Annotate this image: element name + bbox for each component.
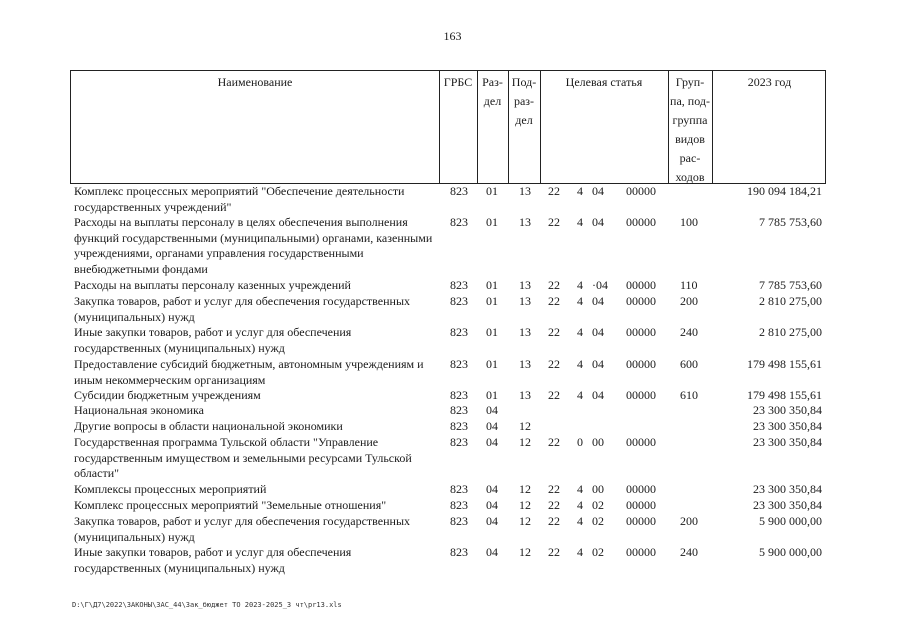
row-grbs: 823 bbox=[450, 403, 468, 417]
row-razdel: 01 bbox=[486, 184, 498, 198]
row-target-direction: 00000 bbox=[626, 325, 656, 339]
row-amount: 190 094 184,21 bbox=[747, 184, 822, 198]
row-target-type: 4 bbox=[577, 514, 583, 528]
row-target-sub: 00 bbox=[592, 435, 604, 449]
row-grbs: 823 bbox=[450, 388, 468, 402]
row-expense-type: 240 bbox=[680, 545, 698, 559]
row-target-direction: 00000 bbox=[626, 482, 656, 496]
row-target-program: 22 bbox=[548, 514, 560, 528]
row-razdel: 04 bbox=[486, 545, 498, 559]
row-target-program: 22 bbox=[548, 184, 560, 198]
row-amount: 23 300 350,84 bbox=[753, 482, 822, 496]
row-target-direction: 00000 bbox=[626, 184, 656, 198]
row-razdel: 01 bbox=[486, 388, 498, 402]
row-target-type: 4 bbox=[577, 278, 583, 292]
row-grbs: 823 bbox=[450, 278, 468, 292]
row-target-program: 22 bbox=[548, 294, 560, 308]
row-podrazdel: 12 bbox=[519, 435, 531, 449]
table-header bbox=[70, 70, 826, 184]
row-grbs: 823 bbox=[450, 498, 468, 512]
row-amount: 5 900 000,00 bbox=[759, 545, 822, 559]
row-podrazdel: 13 bbox=[519, 215, 531, 229]
row-target-type: 4 bbox=[577, 498, 583, 512]
row-razdel: 04 bbox=[486, 419, 498, 433]
row-target-sub: 00 bbox=[592, 482, 604, 496]
row-target-sub: 04 bbox=[592, 215, 604, 229]
row-amount: 179 498 155,61 bbox=[747, 388, 822, 402]
row-podrazdel: 12 bbox=[519, 545, 531, 559]
row-expense-type: 200 bbox=[680, 514, 698, 528]
row-expense-type: 100 bbox=[680, 215, 698, 229]
row-amount: 23 300 350,84 bbox=[753, 419, 822, 433]
row-podrazdel: 13 bbox=[519, 278, 531, 292]
row-name: Закупка товаров, работ и услуг для обеспечения государственных (муниципальных) нужд bbox=[74, 294, 411, 324]
row-expense-type: 110 bbox=[680, 278, 698, 292]
row-target-sub: ·04 bbox=[592, 278, 608, 292]
header-name: Наименование bbox=[217, 75, 293, 89]
row-target-program: 22 bbox=[548, 357, 560, 371]
row-podrazdel: 13 bbox=[519, 388, 531, 402]
row-target-direction: 00000 bbox=[626, 545, 656, 559]
row-expense-type: 610 bbox=[680, 388, 698, 402]
row-grbs: 823 bbox=[450, 215, 468, 229]
row-razdel: 01 bbox=[486, 278, 498, 292]
row-name: Комплексы процессных мероприятий bbox=[74, 482, 267, 496]
row-podrazdel: 13 bbox=[519, 357, 531, 371]
row-amount: 2 810 275,00 bbox=[759, 325, 822, 339]
row-target-direction: 00000 bbox=[626, 435, 656, 449]
row-target-direction: 00000 bbox=[626, 388, 656, 402]
row-razdel: 01 bbox=[486, 357, 498, 371]
row-target-direction: 00000 bbox=[626, 294, 656, 308]
row-target-sub: 02 bbox=[592, 545, 604, 559]
footer-file-path: D:\Г\Д7\2022\ЗАКОНЫ\ЗАС_44\Зак_бюджет ТО 2023-2025_3 чт\pr13.xls bbox=[72, 601, 342, 609]
row-target-type: 4 bbox=[577, 482, 583, 496]
row-amount: 2 810 275,00 bbox=[759, 294, 822, 308]
row-amount: 7 785 753,60 bbox=[759, 215, 822, 229]
row-podrazdel: 13 bbox=[519, 325, 531, 339]
row-target-sub: 04 bbox=[592, 357, 604, 371]
row-expense-type: 240 bbox=[680, 325, 698, 339]
header-podrazdel: Под- раз- дел bbox=[511, 75, 537, 127]
row-grbs: 823 bbox=[450, 357, 468, 371]
row-target-type: 4 bbox=[577, 215, 583, 229]
row-target-type: 4 bbox=[577, 357, 583, 371]
row-name: Иные закупки товаров, работ и услуг для обеспечения государственных (муниципальных) нужд bbox=[74, 545, 352, 575]
row-amount: 23 300 350,84 bbox=[753, 435, 822, 449]
row-amount: 179 498 155,61 bbox=[747, 357, 822, 371]
page-number: 163 bbox=[443, 29, 462, 43]
header-razdel: Раз- дел bbox=[482, 75, 503, 108]
row-razdel: 01 bbox=[486, 294, 498, 308]
header-expense-group: Груп- па, под- группа видов рас- ходов bbox=[670, 75, 710, 184]
header-year: 2023 год bbox=[747, 75, 792, 89]
row-grbs: 823 bbox=[450, 482, 468, 496]
row-podrazdel: 13 bbox=[519, 294, 531, 308]
row-grbs: 823 bbox=[450, 435, 468, 449]
row-grbs: 823 bbox=[450, 514, 468, 528]
row-target-sub: 02 bbox=[592, 514, 604, 528]
row-razdel: 04 bbox=[486, 498, 498, 512]
row-target-sub: 04 bbox=[592, 325, 604, 339]
row-name: Национальная экономика bbox=[74, 403, 204, 417]
row-grbs: 823 bbox=[450, 325, 468, 339]
row-target-program: 22 bbox=[548, 388, 560, 402]
row-razdel: 01 bbox=[486, 215, 498, 229]
row-podrazdel: 12 bbox=[519, 419, 531, 433]
row-target-program: 22 bbox=[548, 545, 560, 559]
row-name: Государственная программа Тульской области "Управление государственным имуществом и земельными ресурсами Тульской области" bbox=[74, 435, 412, 480]
row-target-direction: 00000 bbox=[626, 357, 656, 371]
row-target-type: 4 bbox=[577, 184, 583, 198]
row-name: Другие вопросы в области национальной экономики bbox=[74, 419, 343, 433]
row-podrazdel: 12 bbox=[519, 482, 531, 496]
row-name: Закупка товаров, работ и услуг для обеспечения государственных (муниципальных) нужд bbox=[74, 514, 411, 544]
row-grbs: 823 bbox=[450, 545, 468, 559]
row-target-program: 22 bbox=[548, 498, 560, 512]
row-target-program: 22 bbox=[548, 435, 560, 449]
header-grbs: ГРБС bbox=[443, 75, 473, 89]
row-razdel: 01 bbox=[486, 325, 498, 339]
row-podrazdel: 12 bbox=[519, 498, 531, 512]
row-name: Субсидии бюджетным учреждениям bbox=[74, 388, 261, 402]
row-target-sub: 02 bbox=[592, 498, 604, 512]
row-amount: 23 300 350,84 bbox=[753, 498, 822, 512]
row-amount: 7 785 753,60 bbox=[759, 278, 822, 292]
row-target-direction: 00000 bbox=[626, 498, 656, 512]
row-target-direction: 00000 bbox=[626, 215, 656, 229]
row-expense-type: 600 bbox=[680, 357, 698, 371]
row-podrazdel: 13 bbox=[519, 184, 531, 198]
row-grbs: 823 bbox=[450, 294, 468, 308]
row-expense-type: 200 bbox=[680, 294, 698, 308]
row-razdel: 04 bbox=[486, 435, 498, 449]
row-target-program: 22 bbox=[548, 482, 560, 496]
row-razdel: 04 bbox=[486, 482, 498, 496]
row-name: Расходы на выплаты персоналу казенных учреждений bbox=[74, 278, 351, 292]
row-name: Комплекс процессных мероприятий "Обеспечение деятельности государственных учреждений" bbox=[74, 184, 405, 214]
row-target-type: 0 bbox=[577, 435, 583, 449]
row-name: Комплекс процессных мероприятий "Земельные отношения" bbox=[74, 498, 387, 512]
row-name: Предоставление субсидий бюджетным, автономным учреждениям и иным некоммерческим организациям bbox=[74, 357, 424, 387]
row-target-sub: 04 bbox=[592, 388, 604, 402]
header-target-article: Целевая статья bbox=[565, 75, 643, 89]
row-podrazdel: 12 bbox=[519, 514, 531, 528]
row-razdel: 04 bbox=[486, 403, 498, 417]
row-amount: 5 900 000,00 bbox=[759, 514, 822, 528]
row-target-direction: 00000 bbox=[626, 514, 656, 528]
row-target-program: 22 bbox=[548, 215, 560, 229]
row-target-sub: 04 bbox=[592, 294, 604, 308]
row-name: Расходы на выплаты персоналу в целях обеспечения выполнения функций государственными (муниципальными) органами, казенными учреждениями, органами управления государственными внебюджетными фондами bbox=[74, 215, 433, 276]
row-target-type: 4 bbox=[577, 294, 583, 308]
row-target-sub: 04 bbox=[592, 184, 604, 198]
row-name: Иные закупки товаров, работ и услуг для обеспечения государственных (муниципальных) нужд bbox=[74, 325, 352, 355]
row-target-program: 22 bbox=[548, 278, 560, 292]
row-target-type: 4 bbox=[577, 545, 583, 559]
row-target-type: 4 bbox=[577, 325, 583, 339]
row-grbs: 823 bbox=[450, 184, 468, 198]
row-target-type: 4 bbox=[577, 388, 583, 402]
row-razdel: 04 bbox=[486, 514, 498, 528]
row-amount: 23 300 350,84 bbox=[753, 403, 822, 417]
row-target-program: 22 bbox=[548, 325, 560, 339]
row-grbs: 823 bbox=[450, 419, 468, 433]
row-target-direction: 00000 bbox=[626, 278, 656, 292]
